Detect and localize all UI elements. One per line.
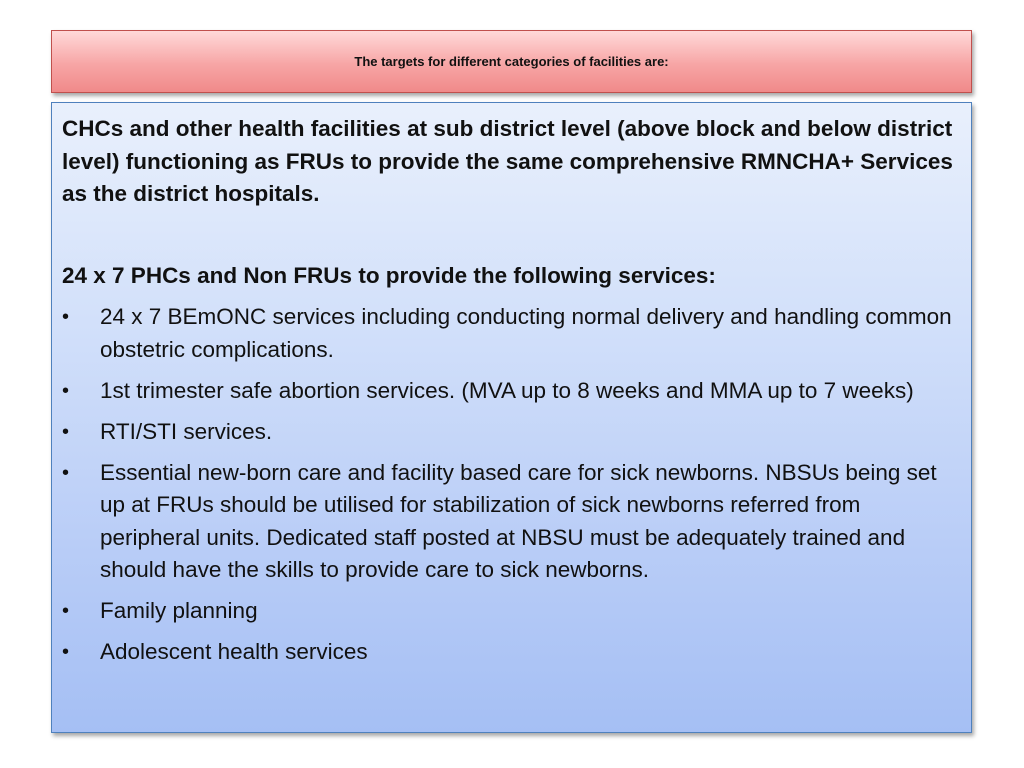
list-item-text: RTI/STI services.: [100, 418, 273, 444]
title-box: [51, 30, 972, 93]
list-item: [62, 301, 961, 366]
list-item: [62, 636, 961, 669]
bullet-icon: •: [62, 420, 70, 443]
content-box: [51, 102, 972, 733]
list-item-text: 24 x 7 BEmONC services including conducting normal delivery and handling common obstetric complications.: [100, 304, 952, 362]
bullet-icon: •: [62, 379, 70, 402]
slide-title: The targets for different categories of facilities are:: [354, 54, 669, 69]
list-item-text: 1st trimester safe abortion services. (MVA up to 8 weeks and MMA up to 7 weeks): [100, 377, 914, 403]
list-item: [62, 416, 961, 449]
list-item: [62, 595, 961, 628]
bullet-icon: •: [62, 600, 70, 622]
intro-paragraph: CHCs and other health facilities at sub district level (above block and below district level) functioning as FRUs to provide the same comprehensive RMNCHA+ Services as the district hospitals.: [62, 116, 953, 206]
list-item-text: Adolescent health services: [100, 639, 368, 664]
services-list: [62, 301, 961, 669]
bullet-icon: •: [62, 641, 70, 663]
bullet-icon: •: [62, 306, 70, 328]
services-heading: 24 x 7 PHCs and Non FRUs to provide the following services:: [62, 262, 716, 288]
bullet-icon: •: [62, 461, 70, 484]
list-item: [62, 457, 961, 587]
list-item-text: Family planning: [100, 598, 258, 623]
list-item: [62, 375, 961, 408]
list-item-text: Essential new-born care and facility based care for sick newborns. NBSUs being set up at FRUs should be utilised for stabilization of sick newborns referred from peripheral units. Dedicated staff posted at NBSU must be adequately trained and should have the skills to provide care to sick newborns.: [100, 459, 937, 582]
